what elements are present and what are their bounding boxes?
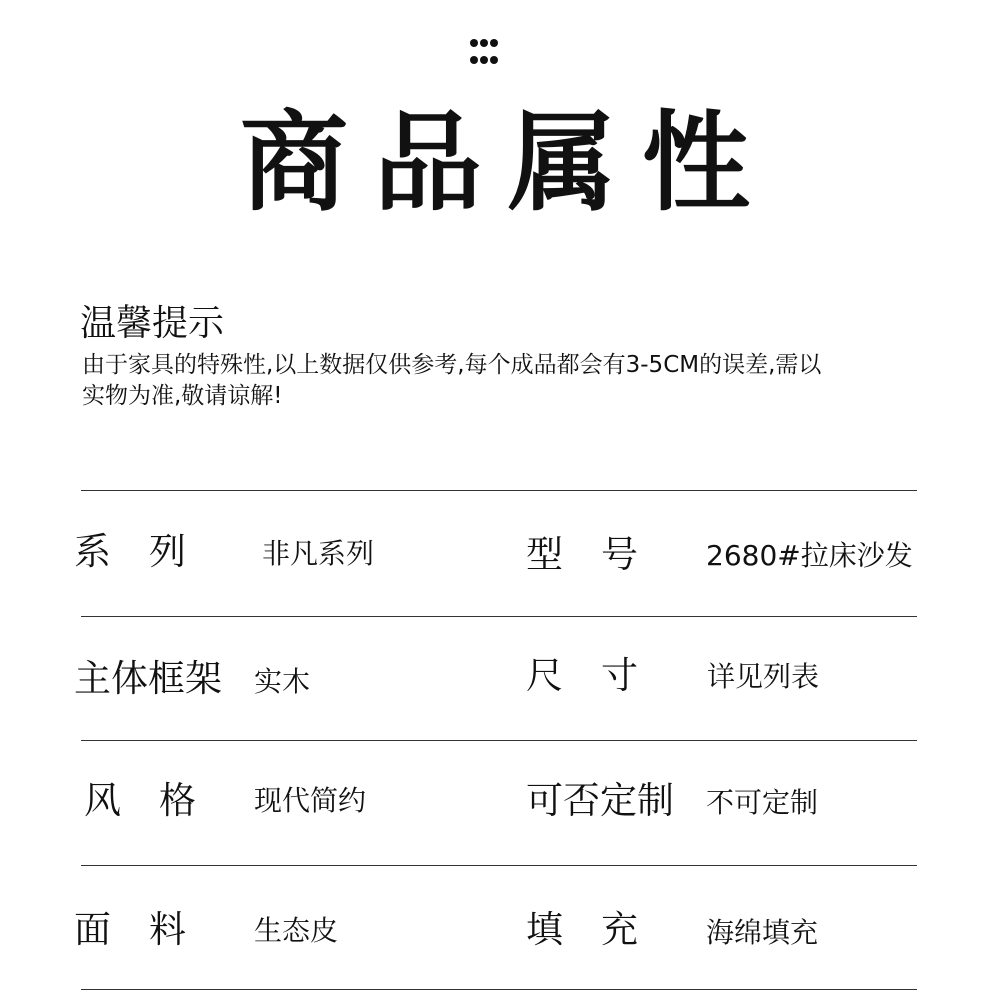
attr-value-frame: 实木	[254, 665, 311, 698]
divider-line	[81, 989, 917, 990]
attr-label-fabric: 面料	[74, 908, 224, 951]
divider-line	[81, 616, 917, 617]
page-title: 商品属性	[239, 101, 776, 226]
attr-label-size: 尺寸	[526, 654, 676, 697]
attr-label-series: 系列	[74, 530, 224, 573]
notice-line-2: 实物为准,敬请谅解!	[82, 383, 283, 409]
divider-line	[81, 740, 917, 741]
divider-line	[81, 865, 917, 866]
attr-label-frame: 主体框架	[74, 657, 222, 700]
more-dots-icon	[470, 39, 508, 67]
attr-value-size: 详见列表	[707, 660, 820, 693]
notice-line-1: 由于家具的特殊性,以上数据仅供参考,每个成品都会有3-5CM的误差,需以	[82, 352, 822, 378]
attr-label-style: 风格	[84, 779, 234, 822]
attr-value-model: 2680#拉床沙发	[706, 539, 913, 572]
attr-label-model: 型号	[526, 533, 676, 576]
attr-value-customizable: 不可定制	[706, 786, 819, 819]
notice-heading: 温馨提示	[80, 303, 225, 344]
notice-text	[82, 350, 922, 412]
divider-line	[81, 490, 917, 491]
attr-value-series: 非凡系列	[262, 537, 375, 570]
attr-label-filling: 填充	[526, 908, 676, 951]
attr-label-customizable: 可否定制	[526, 779, 674, 822]
attr-value-style: 现代简约	[254, 784, 367, 817]
attr-value-filling: 海绵填充	[706, 916, 819, 949]
attr-value-fabric: 生态皮	[254, 914, 339, 947]
